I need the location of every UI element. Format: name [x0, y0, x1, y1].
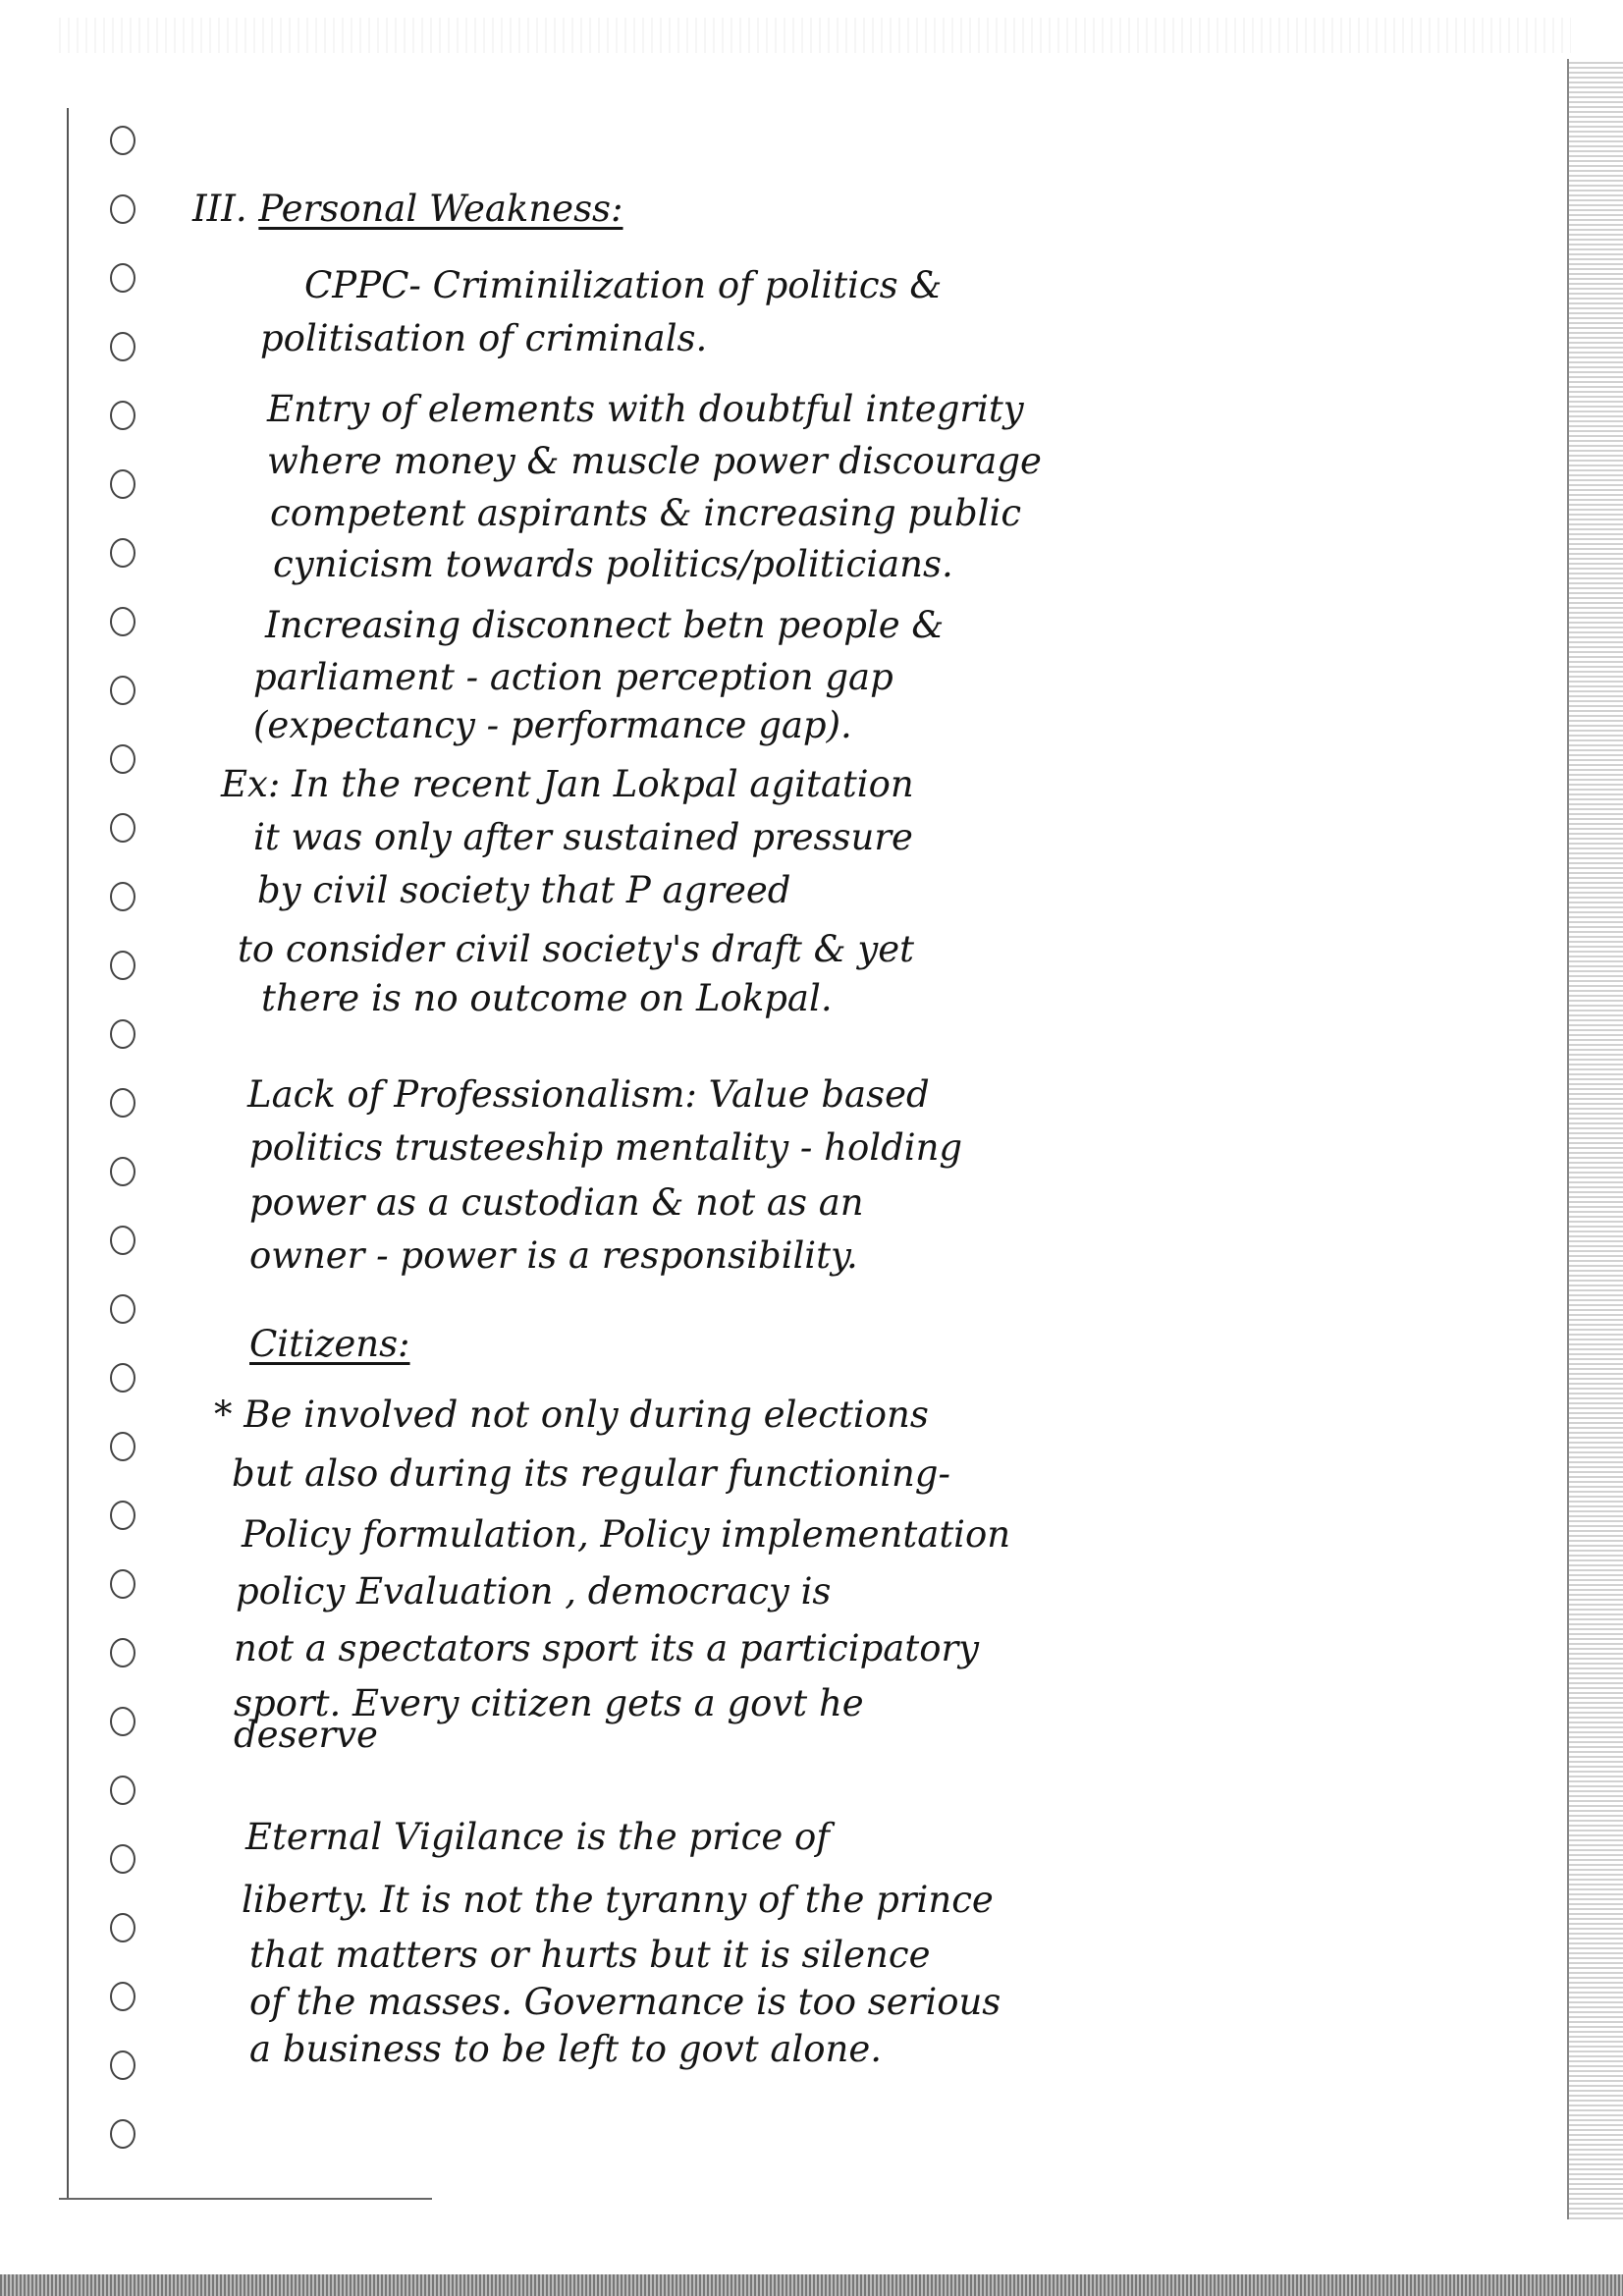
citizens-line-3: Policy formulation, Policy implementation [242, 1513, 1011, 1556]
section-numeral: III [192, 188, 236, 230]
professionalism-line-2: politics trusteeship mentality - holding [249, 1126, 963, 1169]
example-line-1: Ex: In the recent Jan Lokpal agitation [221, 763, 914, 805]
cppc-line-2: politisation of criminals. [260, 317, 708, 359]
professionalism-line-1: Lack of Professionalism: Value based [247, 1073, 930, 1116]
citizens-line-6: sport. Every citizen gets a govt he [234, 1682, 864, 1724]
citizens-line-1: * Be involved not only during elections [214, 1394, 929, 1436]
disconnect-line-3: (expectancy - performance gap). [253, 704, 852, 746]
professionalism-line-3: power as a custodian & not as an [249, 1181, 864, 1224]
entry-line-1: Entry of elements with doubtful integrity [267, 388, 1024, 430]
disconnect-line-1: Increasing disconnect betn people & [265, 604, 945, 646]
citizens-line-5: not a spectators sport its a participatory [234, 1627, 980, 1669]
vigilance-line-4: of the masses. Governance is too serious [249, 1981, 1001, 2023]
section-heading [192, 187, 623, 232]
vigilance-line-3: that matters or hurts but it is silence [249, 1934, 931, 1976]
example-line-2: it was only after sustained pressure [253, 816, 913, 858]
entry-line-3: competent aspirants & increasing public [270, 492, 1022, 534]
disconnect-line-2: parliament - action perception gap [253, 656, 893, 698]
example-line-4: to consider civil society's draft & yet [238, 928, 914, 970]
example-line-5: there is no outcome on Lokpal. [261, 977, 833, 1019]
citizens-line-7: deserve [234, 1714, 378, 1756]
citizens-line-4: policy Evaluation , democracy is [236, 1570, 832, 1613]
cppc-line-1: CPPC- Criminilization of politics & [304, 264, 943, 306]
vigilance-line-5: a business to be left to govt alone. [249, 2028, 882, 2070]
entry-line-4: cynicism towards politics/politicians. [273, 543, 953, 585]
entry-line-2: where money & muscle power discourage [267, 440, 1042, 482]
vigilance-line-1: Eternal Vigilance is the price of [245, 1816, 830, 1858]
section-title: Personal Weakness: [258, 188, 623, 230]
professionalism-line-4: owner - power is a responsibility. [249, 1234, 858, 1277]
citizens-title: Citizens: [249, 1323, 410, 1365]
example-line-3: by civil society that P agreed [257, 869, 791, 911]
vigilance-line-2: liberty. It is not the tyranny of the prince [242, 1879, 994, 1921]
heading-separator: . [235, 188, 247, 230]
citizens-line-2: but also during its regular functioning- [232, 1452, 950, 1495]
